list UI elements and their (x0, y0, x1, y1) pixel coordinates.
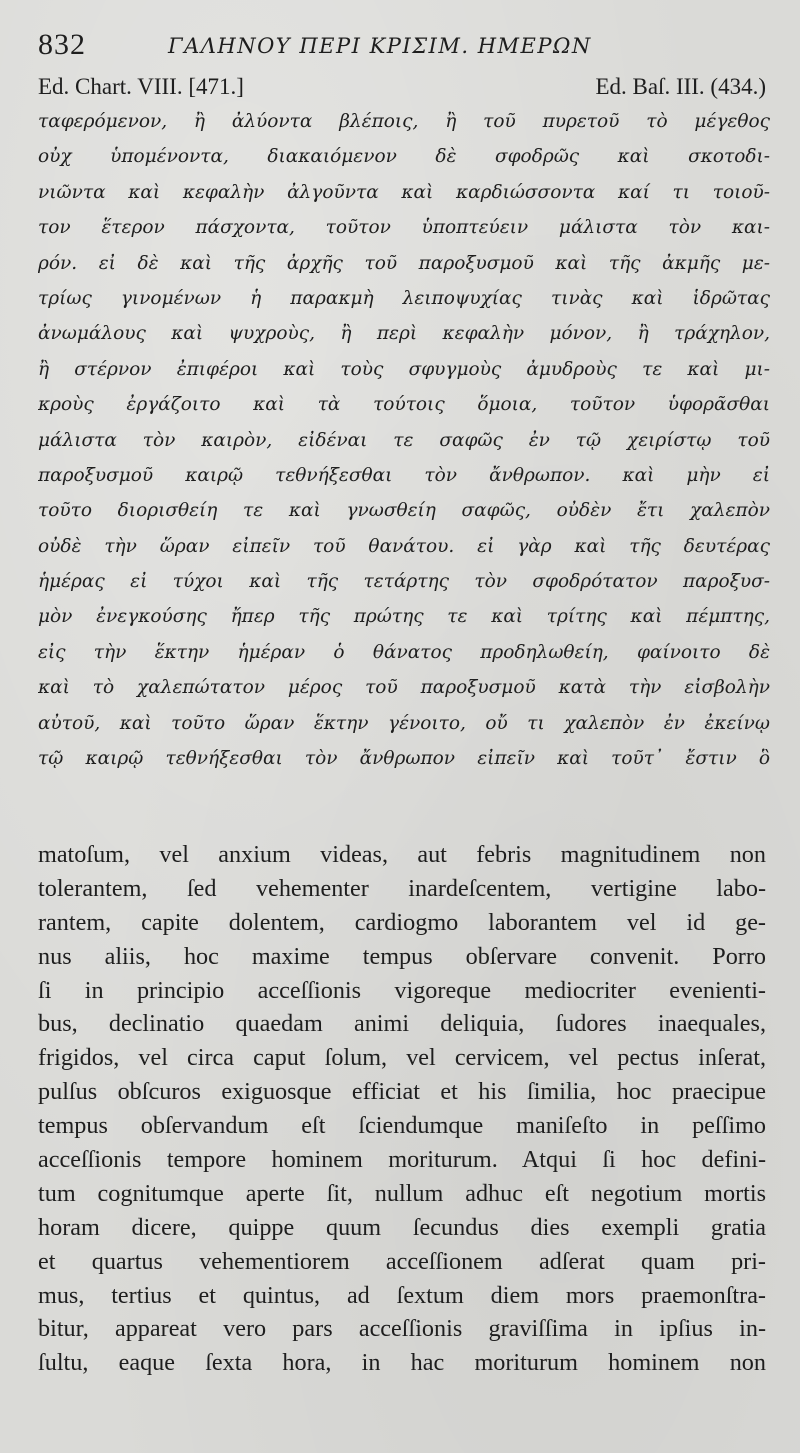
running-title: ΓΑΛΗΝΟΥ ΠΕΡΙ ΚΡΙΣΙΜ. ΗΜΕΡΩΝ (168, 34, 592, 58)
greek-text-line: τῷ καιρῷ τεθνήξεσθαι τὸν ἄνθρωπον εἰπεῖν καὶ τοῦτ᾽ ἔστιν ὃ (38, 748, 770, 770)
latin-text-line: rantem, capite dolentem, cardiogmo laborantem vel id ge- (38, 908, 766, 936)
greek-text-line: τον ἕτερον πάσχοντα, τοῦτον ὑποπτεύειν μάλιστα τὸν και- (38, 217, 770, 239)
latin-text-line: tempus obſervandum eſt ſciendumque maniſeſto in peſſimo (38, 1112, 766, 1140)
latin-text-line: et quartus vehementiorem acceſſionem adſerat quam pri- (38, 1247, 766, 1275)
latin-text-block (38, 838, 766, 1380)
latin-text-line: nus aliis, hoc maxime tempus obſervare convenit. Porro (38, 942, 766, 970)
greek-text-line: τρίως γινομένων ἡ παρακμὴ λειποψυχίας τινὰς καὶ ἱδρῶτας (38, 287, 770, 309)
latin-text-line: ſultu, eaque ſexta hora, in hac moriturum hominem non (38, 1349, 766, 1377)
greek-text-line: ρόν. εἰ δὲ καὶ τῆς ἀρχῆς τοῦ παροξυσμοῦ καὶ τῆς ἀκμῆς με- (38, 252, 770, 274)
greek-text-line: νιῶντα καὶ κεφαλὴν ἀλγοῦντα καὶ καρδιώσσοντα καί τι τοιοῦ- (38, 181, 770, 203)
greek-text-line: ἢ στέρνον ἐπιφέροι καὶ τοὺς σφυγμοὺς ἀμυδροὺς τε καὶ μι- (38, 358, 770, 380)
latin-text-line: ſi in principio acceſſionis vigoreque mediocriter evenienti- (38, 976, 766, 1004)
greek-text-line: μάλιστα τὸν καιρὸν, εἰδέναι τε σαφῶς ἐν τῷ χειρίστῳ τοῦ (38, 429, 770, 451)
greek-text-line: οὐδὲ τὴν ὥραν εἰπεῖν τοῦ θανάτου. εἰ γὰρ καὶ τῆς δευτέρας (38, 535, 770, 557)
edition-reference-basel: Ed. Baſ. III. (434.) (595, 74, 766, 99)
greek-text-line: ταφερόμενον, ἢ ἀλύοντα βλέποις, ἢ τοῦ πυρετοῦ τὸ μέγεθος (38, 111, 770, 132)
latin-text-line: bus, declinatio quaedam animi deliquia, ſudores inaequales, (38, 1010, 766, 1038)
greek-text-block (38, 104, 770, 776)
page-number: 832 (38, 28, 86, 61)
edition-reference-line (38, 74, 766, 104)
greek-text-line: ἀνωμάλους καὶ ψυχροὺς, ἢ περὶ κεφαλὴν μόνον, ἢ τράχηλον, (38, 323, 770, 345)
greek-text-line: τοῦτο διορισθείη τε καὶ γνωσθείη σαφῶς, οὐδὲν ἔτι χαλεπὸν (38, 500, 770, 522)
greek-text-line: παροξυσμοῦ καιρῷ τεθνήξεσθαι τὸν ἄνθρωπον. καὶ μὴν εἰ (38, 464, 770, 486)
greek-text-line: καὶ τὸ χαλεπώτατον μέρος τοῦ παροξυσμοῦ κατὰ τὴν εἰσβολὴν (38, 677, 770, 699)
latin-text-line: acceſſionis tempore hominem moriturum. Atqui ſi hoc defini- (38, 1146, 766, 1174)
latin-text-line: matoſum, vel anxium videas, aut febris magnitudinem non (38, 841, 766, 868)
greek-text-line: εἰς τὴν ἕκτην ἡμέραν ὁ θάνατος προδηλωθείη, φαίνοιτο δὲ (38, 641, 770, 663)
latin-text-line: mus, tertius et quintus, ad ſextum diem mors praemonſtra- (38, 1281, 766, 1309)
greek-text-line: αὐτοῦ, καὶ τοῦτο ὥραν ἕκτην γένοιτο, οὔ τι χαλεπὸν ἐν ἐκείνῳ (38, 712, 770, 734)
latin-text-line: frigidos, vel circa caput ſolum, vel cervicem, vel pectus inſerat, (38, 1044, 766, 1072)
latin-text-line: horam dicere, quippe quum ſecundus dies exempli gratia (38, 1213, 766, 1241)
greek-text-line: κροὺς ἐργάζοιτο καὶ τὰ τούτοις ὅμοια, τοῦτον ὑφορᾶσθαι (38, 394, 770, 416)
greek-text-line: μὸν ἐνεγκούσης ἤπερ τῆς πρώτης τε καὶ τρίτης καὶ πέμπτης, (38, 606, 770, 628)
edition-reference-chartier: Ed. Chart. VIII. [471.] (38, 74, 244, 99)
latin-text-line: tum cognitumque aperte ſit, nullum adhuc eſt negotium mortis (38, 1179, 766, 1207)
greek-text-line: οὐχ ὑπομένοντα, διακαιόμενον δὲ σφοδρῶς καὶ σκοτοδι- (38, 146, 770, 168)
latin-text-line: bitur, appareat vero pars acceſſionis graviſſima in ipſius in- (38, 1315, 766, 1343)
latin-text-line: pulſus obſcuros exiguosque efficiat et his ſimilia, hoc praecipue (38, 1078, 766, 1106)
running-head (38, 28, 768, 64)
latin-text-line: tolerantem, ſed vehementer inardeſcentem, vertigine labo- (38, 874, 766, 902)
greek-text-line: ἡμέρας εἰ τύχοι καὶ τῆς τετάρτης τὸν σφοδρότατον παροξυσ- (38, 571, 770, 593)
